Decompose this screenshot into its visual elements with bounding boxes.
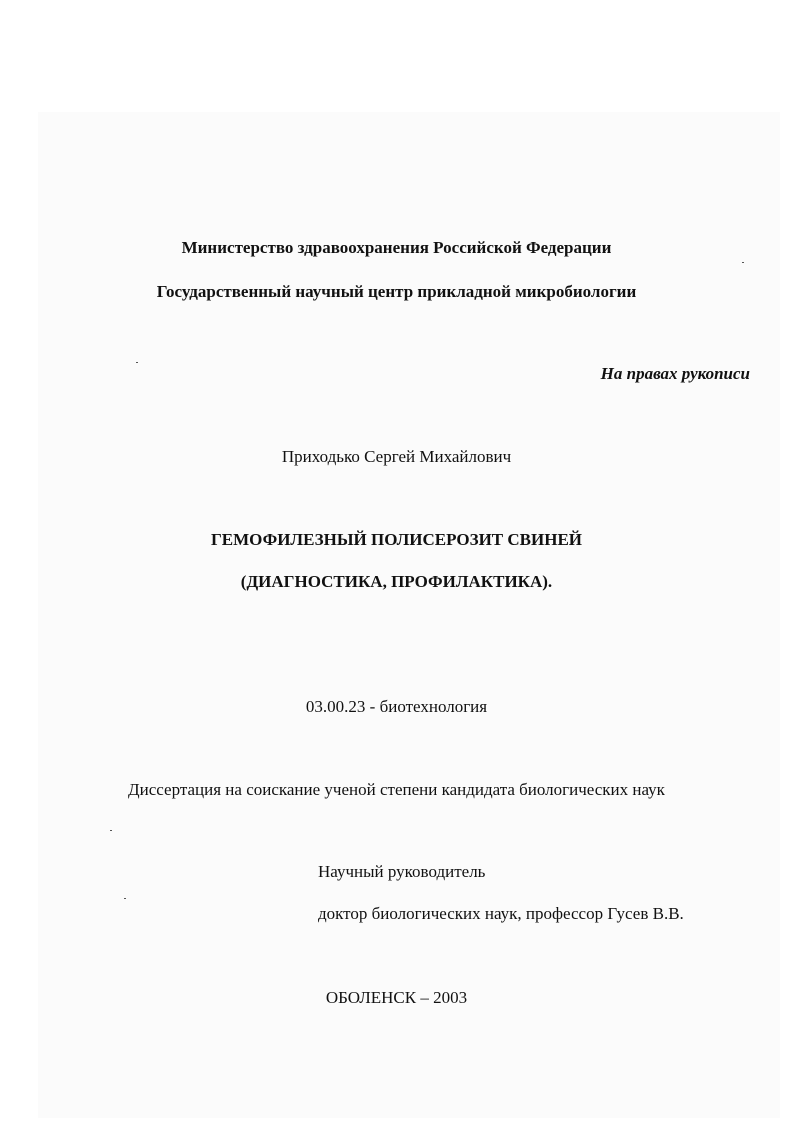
author-name: Приходько Сергей Михайлович [281,447,512,466]
scan-speck [742,262,744,263]
title-line-2: (ДИАГНОСТИКА, ПРОФИЛАКТИКА). [240,572,553,591]
place-and-year: ОБОЛЕНСК – 2003 [325,988,468,1007]
scan-speck [124,898,126,899]
scan-speck [110,830,112,831]
manuscript-note: На правах рукописи [600,364,750,383]
institution-heading: Государственный научный центр прикладной микробиологии [156,282,637,301]
specialty-code: 03.00.23 - биотехнология [305,697,488,716]
supervisor-name: доктор биологических наук, профессор Гусев В.В. [318,904,684,923]
scan-speck [136,362,138,363]
ministry-heading: Министерство здравоохранения Российской Федерации [181,238,612,257]
degree-statement: Диссертация на соискание ученой степени кандидата биологических наук [128,780,665,799]
scanned-page [38,112,780,1118]
supervisor-label: Научный руководитель [318,862,486,881]
title-line-1: ГЕМОФИЛЕЗНЫЙ ПОЛИСЕРОЗИТ СВИНЕЙ [210,530,583,549]
